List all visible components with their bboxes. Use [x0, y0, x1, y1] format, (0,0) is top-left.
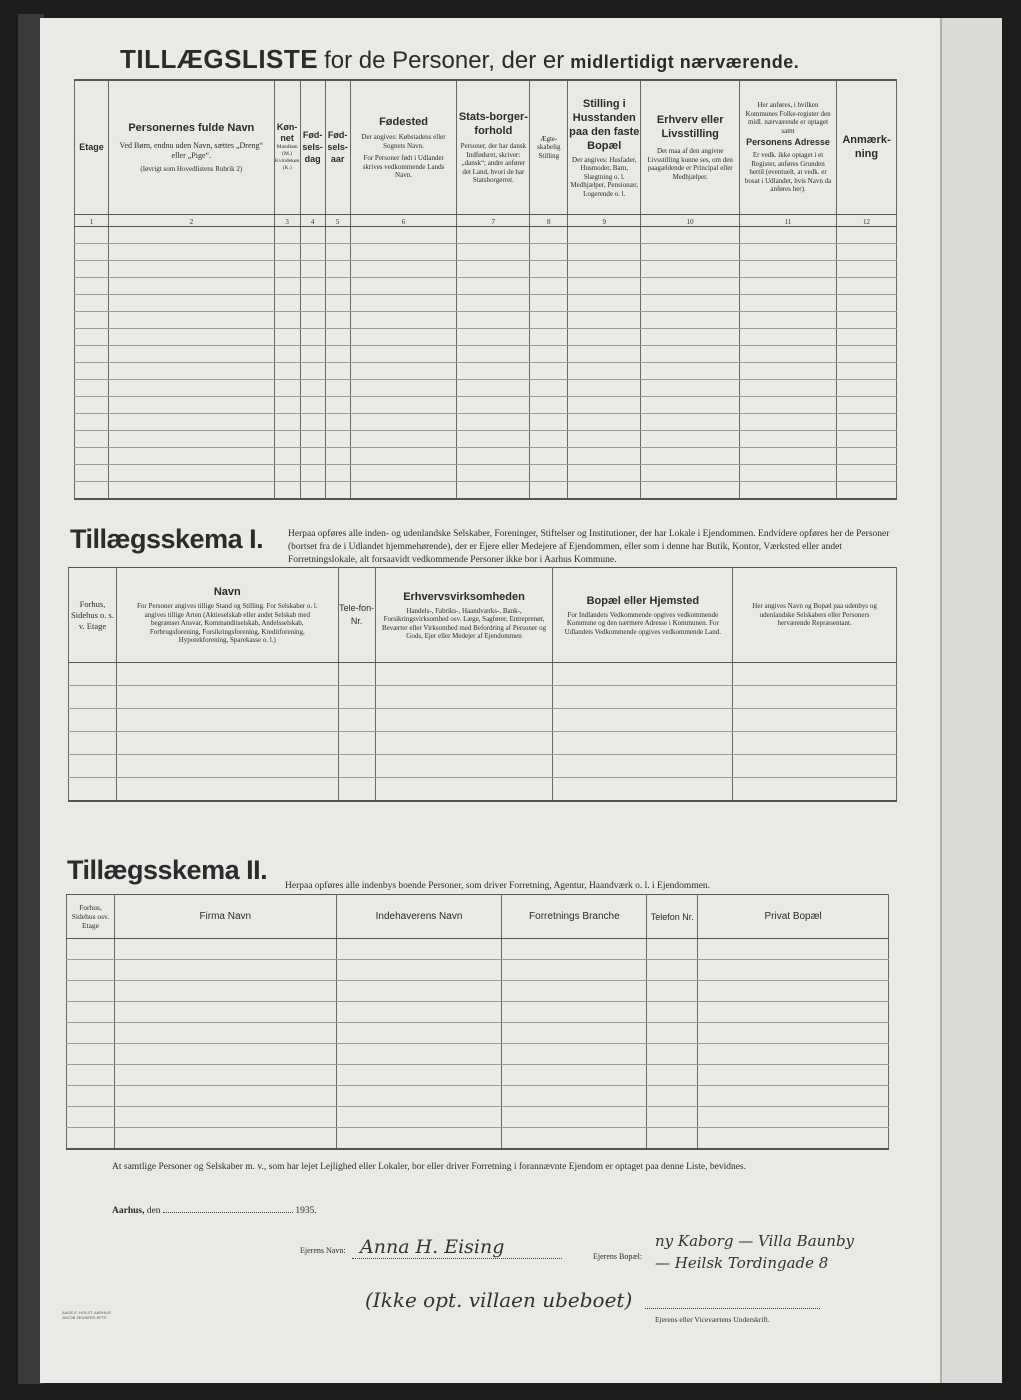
- table-row: [75, 396, 897, 413]
- schema1-title: Tillægsskema I.: [70, 524, 264, 554]
- table-row: [75, 226, 897, 243]
- table-row: [67, 1044, 889, 1065]
- s2-col-bopael: Privat Bopæl: [698, 895, 889, 939]
- schema1-note: Herpaa opføres alle inden- og udenlandske Selskaber, Foreninger, Stiftelser og Institutioner, der har Lokale i Ejendommen. Endvidere opføres her de Personer (bortset fra de i Udlandet hjemmehørende), der er Ejere eller Medejere af Ejendommen, eller som i denne har Butik, Kontor, Værksted eller andet Forretningslokale, alt forsaavidt vedkommende Personer ikke bor i Aarhus Kommune.: [288, 529, 890, 565]
- s2-col-indehaver: Indehaverens Navn: [336, 895, 502, 939]
- table-row: [67, 981, 889, 1002]
- col-gender: Køn-net Mandkøn (M.) Kvindekøn (K.): [274, 80, 300, 214]
- col-occupation: Erhverv eller Livsstilling Det maa af den angivne Livsstilling kunne ses, om den paagældende er Principal eller Medhjælper.: [641, 80, 740, 214]
- table-row: [75, 413, 897, 430]
- s2-col-firma: Firma Navn: [114, 895, 336, 939]
- table-row: [75, 464, 897, 481]
- table-row: [75, 277, 897, 294]
- table-row: [69, 755, 897, 778]
- table-row: [67, 1128, 889, 1150]
- col-name: Personernes fulde Navn Ved Børn, endnu uden Navn, sættes „Dreng“ eller „Pige“. (Iøvrigt som Hovedlistens Rubrik 2): [108, 80, 274, 214]
- main-register-table: [74, 79, 897, 500]
- schema1-table: [68, 567, 897, 802]
- table-row: [75, 447, 897, 464]
- s1-col-navn: Navn For Personer angives tillige Stand og Stilling. For Selskaber o. l. angives tillige Arten (Aktieselskab eller andet Selskab med begrænset Ansvar, Kommanditselskab, Andelsselskab, Forbrugsforening, Forsikringsforening, Kreditforening, Hypotekforening, Sparekasse o. l.): [116, 568, 338, 663]
- table-row: [69, 732, 897, 755]
- s2-col-telefon: Telefon Nr.: [647, 895, 698, 939]
- table-row: [75, 362, 897, 379]
- column-numbers: 1 2 3 4 5 6 7 8 9 10 11 12: [75, 214, 897, 226]
- page-title: [120, 44, 799, 75]
- table-row: [69, 709, 897, 732]
- handwritten-annotation: (Ikke opt. villaen ubeboet): [365, 1288, 633, 1312]
- col-birthplace: Fødested Der angives: Købstadens eller Sognets Navn. For Personer født i Udlandet skrives vedkommende Lands Navn.: [350, 80, 457, 214]
- schema2-table: [66, 894, 889, 1150]
- owner-name-label: Ejerens Navn:: [300, 1246, 346, 1255]
- table-row: [69, 663, 897, 686]
- table-row: [75, 430, 897, 447]
- s1-col-erhverv: Erhvervsvirksomheden Handels-, Fabriks-, Haandværks-, Bank-, Forsikringsvirksomhed osv. Læge, Sagfører, Entreprenør, Beværter eller Virksomhed med Befordring af Personer og Gods, Ejer eller Medejer af Ejendommen: [375, 568, 553, 663]
- table-row: [75, 379, 897, 396]
- city-label: Aarhus,: [112, 1206, 145, 1216]
- table-row: [67, 1086, 889, 1107]
- date-line: [112, 1206, 317, 1216]
- col-household: Stilling i Husstanden paa den faste Bopæl Der angives: Husfader, Husmoder, Barn, Slægtning o. l. Medhjælper, Pensionær, Logerende o. l.: [568, 80, 641, 214]
- s1-col-bopael: Bopæl eller Hjemsted For Indlandets Vedkommende opgives vedkommende Kommune og den nærmere Adresse i Kommunen. For Udlandets Vedkommende opgives vedkommende Land.: [553, 568, 733, 663]
- table-row: [67, 1023, 889, 1044]
- title-rest: for de Personer, der er: [324, 47, 565, 74]
- signature-label: Ejerens eller Viceværtens Underskrift.: [655, 1315, 770, 1324]
- table-row: [67, 960, 889, 981]
- owner-address-label: Ejerens Bopæl:: [593, 1252, 643, 1261]
- s2-col-branche: Forretnings Branche: [502, 895, 647, 939]
- col-birthday: Fød-sels-dag: [300, 80, 325, 214]
- s1-col-telefon: Tele-fon-Nr.: [338, 568, 375, 663]
- col-remark: Anmærk-ning: [836, 80, 896, 214]
- table-row: [75, 311, 897, 328]
- table-row: [75, 481, 897, 499]
- col-etage: Etage: [75, 80, 109, 214]
- owner-address-value: ny Kaborg — Villa Baunby — Heilsk Tordingade 8: [655, 1232, 855, 1272]
- table-row: [69, 778, 897, 802]
- table-row: [75, 260, 897, 277]
- table-row: [75, 243, 897, 260]
- table-row: [75, 328, 897, 345]
- col-birthyear: Fød-sels-aar: [325, 80, 350, 214]
- signature-line: [645, 1308, 820, 1309]
- schema2-note: Herpaa opføres alle indenbys boende Personer, som driver Forretning, Agentur, Haandværk o. l. i Ejendommen.: [285, 881, 711, 891]
- s1-col-etage: Forhus, Sidehus o. s. v. Etage: [69, 568, 117, 663]
- schema2-title: Tillægsskema II.: [67, 855, 268, 885]
- facing-page: [940, 18, 1002, 1383]
- owner-name-line: [352, 1258, 562, 1259]
- attestation-statement: At samtlige Personer og Selskaber m. v., som har lejet Lejlighed eller Lokaler, bor eller driver Forretning i forannævnte Ejendom er optaget paa denne Liste, bevidnes.: [112, 1162, 746, 1172]
- table-row: [67, 1002, 889, 1023]
- col-marital: Ægte-skabelig Stilling: [530, 80, 568, 214]
- table-row: [67, 1107, 889, 1128]
- table-row: [67, 1065, 889, 1086]
- col-citizenship: Stats-borger-forhold Personer, der har dansk Indfødsret, skriver: „dansk“; andre anfører det Land, hvori de har Statsborgerret.: [457, 80, 530, 214]
- s2-col-etage: Forhus, Sidehus osv. Etage: [67, 895, 115, 939]
- s1-col-representant: Her angives Navn og Bopæl paa udenbys og udenlandske Selskabers eller Personers herværende Repræsentant.: [733, 568, 897, 663]
- title-bold2: midlertidigt nærværende.: [570, 52, 800, 72]
- owner-name-value: Anna H. Eising: [360, 1236, 505, 1258]
- table-row: [67, 939, 889, 960]
- printer-mark: AAGE E. HOLST, AARHUS JACOB ZEUNERS EFTF.: [62, 1310, 111, 1320]
- year-label: 1935.: [295, 1206, 317, 1216]
- den-label: den: [146, 1206, 161, 1216]
- col-address: Her anføres, i hvilken Kommunes Folke-register den midl. nærværende er optaget samt Personens Adresse Er vedk. ikke optaget i et Register, anføres Grunden hertil (eventuelt, at vedk. er bosat i Udlandet, hvis Navn da anføres her).: [740, 80, 837, 214]
- table-row: [75, 294, 897, 311]
- title-bold: TILLÆGSLISTE: [120, 44, 319, 74]
- table-row: [69, 686, 897, 709]
- table-row: [75, 345, 897, 362]
